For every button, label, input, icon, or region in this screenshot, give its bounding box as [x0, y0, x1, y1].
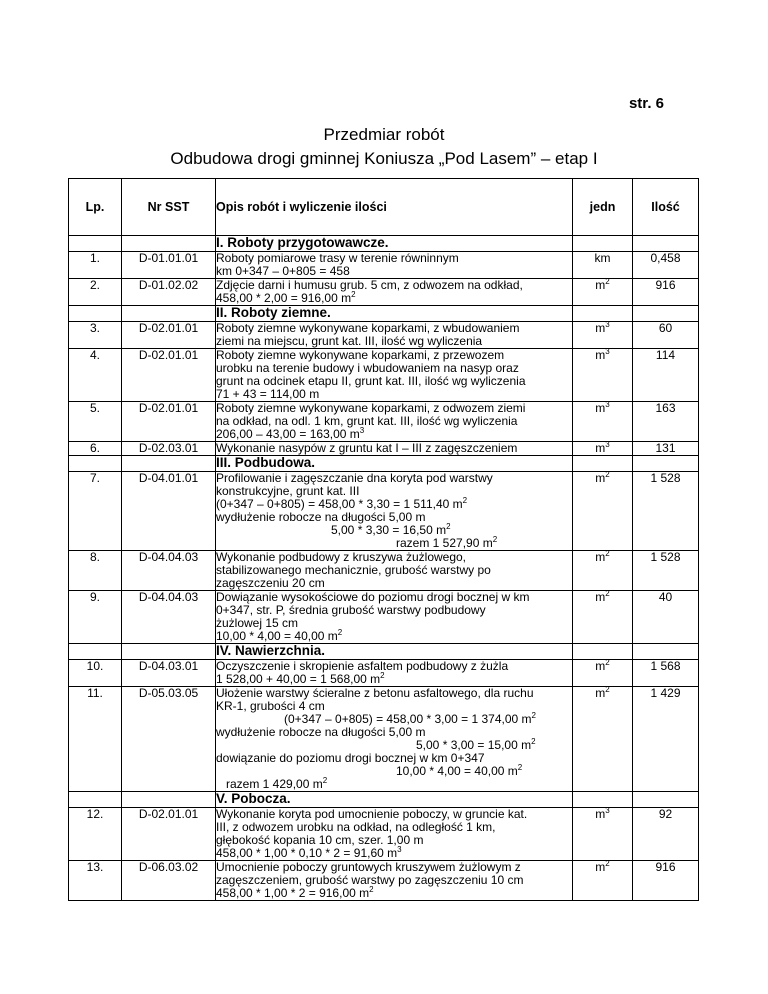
empty-cell: [633, 644, 699, 660]
description-text: 5,00 * 3,00 = 15,00 m: [416, 738, 532, 752]
description-text: Roboty ziemne wykonywane koparkami, z odwozem ziemi: [216, 401, 526, 415]
unit-exponent: 3: [605, 320, 610, 329]
description-text: 10,00 * 4,00 = 40,00 m: [396, 764, 518, 778]
quantity: 0,458: [633, 252, 699, 279]
description-line: [216, 847, 572, 860]
sst-code: D-06.03.02: [122, 861, 216, 901]
unit-cell: [573, 660, 633, 687]
quantity: 1 568: [633, 660, 699, 687]
description-text: ziemi na miejscu, grunt kat. III, ilość wg wyliczenia: [216, 334, 483, 348]
unit-exponent: 2: [351, 290, 356, 299]
empty-cell: [573, 792, 633, 808]
item-description: [216, 279, 573, 306]
description-text: Roboty ziemne wykonywane koparkami, z przewozem: [216, 348, 505, 362]
description-text: zagęszczeniu 20 cm: [216, 576, 325, 590]
bill-of-quantities-table: [68, 178, 699, 901]
description-text: 10,00 * 4,00 = 40,00 m: [216, 629, 338, 643]
description-text: żużlowej 15 cm: [216, 616, 299, 630]
unit-exponent: 2: [605, 277, 610, 286]
header-row: [69, 179, 699, 236]
description-text: Zdjęcie darni i humusu grub. 5 cm, z odwozem na odkład,: [216, 278, 523, 292]
sst-code: D-04.04.03: [122, 551, 216, 591]
description-line: [216, 388, 572, 401]
description-text: (0+347 – 0+805) = 458,00 * 3,00 = 1 374,00 m: [284, 712, 532, 726]
description-text: konstrukcyjne, grunt kat. III: [216, 484, 360, 498]
item-description: [216, 472, 573, 551]
description-line: [216, 537, 572, 550]
description-line: [216, 335, 572, 348]
unit-exponent: 2: [369, 885, 374, 894]
description-text: Oczyszczenie i skropienie asfaltem podbudowy z żużla: [216, 659, 509, 673]
empty-cell: [69, 456, 122, 472]
empty-cell: [69, 644, 122, 660]
description-text: Wykonanie nasypów z gruntu kat I – III z zagęszczeniem: [216, 441, 518, 455]
description-line: [216, 265, 572, 278]
unit-exponent: 2: [322, 776, 328, 785]
description-text: Wykonanie koryta pod umocnienie poboczy, w gruncie kat.: [216, 807, 528, 821]
quantity: 916: [633, 861, 699, 901]
description-text: III, z odwozem urobku na odkład, na odległość 1 km,: [216, 820, 496, 834]
item-description: [216, 808, 573, 861]
item-description: [216, 402, 573, 442]
unit-exponent: 2: [337, 628, 343, 637]
item-number: 9.: [69, 591, 122, 644]
description-text: urobku na terenie budowy i wbudowaniem na nasyp oraz: [216, 361, 519, 375]
unit-exponent: 2: [605, 859, 610, 868]
empty-cell: [122, 644, 216, 660]
description-line: [216, 630, 572, 643]
item-number: 11.: [69, 687, 122, 792]
description-text: Roboty ziemne wykonywane koparkami, z wbudowaniem: [216, 321, 520, 335]
quantity: 1 429: [633, 687, 699, 792]
section-row: [69, 792, 699, 808]
item-description: [216, 591, 573, 644]
description-line: [216, 887, 572, 900]
quantity: 40: [633, 591, 699, 644]
table-body: [69, 236, 699, 901]
empty-cell: [122, 236, 216, 252]
unit-exponent: 3: [359, 426, 365, 435]
item-description: [216, 861, 573, 901]
description-text: zagęszczeniem, grubość warstwy po zagęszczeniu 10 cm: [216, 873, 524, 887]
empty-cell: [633, 306, 699, 322]
unit-exponent: 2: [446, 522, 451, 531]
unit: m: [595, 441, 606, 455]
table-row: [69, 660, 699, 687]
quantity: 60: [633, 322, 699, 349]
unit-cell: [573, 591, 633, 644]
unit-cell: [573, 551, 633, 591]
section-title: III. Podbudowa.: [216, 456, 573, 472]
unit-cell: [573, 687, 633, 792]
sst-code: D-04.04.03: [122, 591, 216, 644]
sst-code: D-02.01.01: [122, 349, 216, 402]
description-text: dowiązanie do poziomu drogi bocznej w km 0+347: [216, 751, 485, 765]
description-text: grunt na odcinek etapu II, grunt kat. III, ilość wg wyliczenia: [216, 374, 526, 388]
item-number: 13.: [69, 861, 122, 901]
table-row: [69, 687, 699, 792]
description-line: [216, 524, 572, 537]
quantity: 1 528: [633, 551, 699, 591]
unit-exponent: 2: [531, 711, 536, 720]
item-description: [216, 551, 573, 591]
empty-cell: [573, 306, 633, 322]
header-lp: Lp.: [69, 179, 122, 236]
section-title: IV. Nawierzchnia.: [216, 644, 573, 660]
empty-cell: [69, 792, 122, 808]
sst-code: D-04.03.01: [122, 660, 216, 687]
unit-cell: [573, 402, 633, 442]
unit-cell: [573, 349, 633, 402]
table-row: [69, 442, 699, 456]
quantity: 92: [633, 808, 699, 861]
description-text: km 0+347 – 0+805 = 458: [216, 264, 350, 278]
description-text: 206,00 – 43,00 = 163,00 m: [216, 427, 360, 441]
table-row: [69, 322, 699, 349]
section-title: II. Roboty ziemne.: [216, 306, 573, 322]
empty-cell: [573, 456, 633, 472]
unit-exponent: 2: [605, 589, 610, 598]
description-text: 458,00 * 2,00 = 916,00 m: [216, 291, 352, 305]
item-description: [216, 687, 573, 792]
description-text: (0+347 – 0+805) = 458,00 * 3,30 = 1 511,40 m: [216, 497, 463, 511]
table-row: [69, 349, 699, 402]
unit-cell: [573, 442, 633, 456]
description-text: 71 + 43 = 114,00 m: [216, 387, 320, 401]
description-text: 5,00 * 3,30 = 16,50 m: [331, 523, 447, 537]
table-row: [69, 591, 699, 644]
item-number: 12.: [69, 808, 122, 861]
unit: m: [595, 348, 606, 362]
description-line: [216, 778, 572, 791]
table-row: [69, 808, 699, 861]
empty-cell: [573, 644, 633, 660]
empty-cell: [122, 306, 216, 322]
table-row: [69, 252, 699, 279]
description-text: wydłużenie robocze na długości 5,00 m: [216, 725, 426, 739]
item-number: 4.: [69, 349, 122, 402]
table-row: [69, 279, 699, 306]
title-line-2: Odbudowa drogi gminnej Koniusza „Pod Lasem” – etap I: [170, 149, 598, 168]
unit: m: [595, 807, 606, 821]
sst-code: D-01.02.02: [122, 279, 216, 306]
unit: m: [595, 659, 606, 673]
quantity: 916: [633, 279, 699, 306]
unit: m: [595, 686, 606, 700]
description-text: 458,00 * 1,00 * 2 = 916,00 m: [216, 886, 370, 900]
description-line: [216, 442, 572, 455]
item-number: 6.: [69, 442, 122, 456]
empty-cell: [69, 306, 122, 322]
description-text: 458,00 * 1,00 * 0,10 * 2 = 91,60 m: [216, 846, 398, 860]
header-quantity: Ilość: [633, 179, 699, 236]
description-text: Dowiązanie wysokościowe do poziomu drogi bocznej w km: [216, 590, 530, 604]
quantity: 163: [633, 402, 699, 442]
item-number: 10.: [69, 660, 122, 687]
quantity: 131: [633, 442, 699, 456]
quantity: 114: [633, 349, 699, 402]
item-number: 8.: [69, 551, 122, 591]
section-row: [69, 456, 699, 472]
item-description: [216, 349, 573, 402]
unit-exponent: 2: [531, 737, 536, 746]
unit: m: [595, 860, 606, 874]
section-title: V. Pobocza.: [216, 792, 573, 808]
description-text: Profilowanie i zagęszczanie dna koryta pod warstwy: [216, 471, 493, 485]
sst-code: D-01.01.01: [122, 252, 216, 279]
unit-exponent: 3: [605, 347, 610, 356]
table-row: [69, 861, 699, 901]
item-description: [216, 442, 573, 456]
item-number: 7.: [69, 472, 122, 551]
unit-cell: [573, 322, 633, 349]
sst-code: D-02.01.01: [122, 402, 216, 442]
empty-cell: [633, 792, 699, 808]
table-row: [69, 472, 699, 551]
unit-cell: [573, 472, 633, 551]
section-row: [69, 644, 699, 660]
unit: m: [595, 401, 606, 415]
sst-code: D-05.03.05: [122, 687, 216, 792]
section-row: [69, 306, 699, 322]
description-text: Wykonanie podbudowy z kruszywa żużlowego,: [216, 550, 467, 564]
empty-cell: [633, 236, 699, 252]
description-text: KR-1, grubości 4 cm: [216, 699, 325, 713]
description-line: [216, 428, 572, 441]
unit-exponent: 2: [605, 470, 610, 479]
unit: m: [595, 590, 606, 604]
sst-code: D-02.01.01: [122, 322, 216, 349]
unit-cell: [573, 861, 633, 901]
empty-cell: [122, 456, 216, 472]
sst-code: D-04.01.01: [122, 472, 216, 551]
description-text: wydłużenie robocze na długości 5,00 m: [216, 510, 426, 524]
section-title: I. Roboty przygotowawcze.: [216, 236, 573, 252]
unit-cell: [573, 808, 633, 861]
unit: m: [595, 550, 606, 564]
page-number: str. 6: [628, 95, 664, 112]
description-text: głębokość kopania 10 cm, szer. 1,00 m: [216, 833, 424, 847]
item-number: 3.: [69, 322, 122, 349]
unit: m: [595, 321, 606, 335]
item-description: [216, 322, 573, 349]
item-description: [216, 252, 573, 279]
unit: m: [595, 471, 606, 485]
description-text: razem 1 527,90 m: [396, 536, 493, 550]
unit-exponent: 2: [605, 685, 610, 694]
description-text: stabilizowanego mechanicznie, grubość warstwy po: [216, 563, 491, 577]
unit-exponent: 2: [380, 671, 385, 680]
item-number: 1.: [69, 252, 122, 279]
description-text: na odkład, na odl. 1 km, grunt kat. III, ilość wg wyliczenia: [216, 414, 518, 428]
unit-exponent: 3: [605, 440, 610, 449]
unit-exponent: 3: [397, 845, 402, 854]
item-number: 5.: [69, 402, 122, 442]
sst-code: D-02.01.01: [122, 808, 216, 861]
empty-cell: [573, 236, 633, 252]
unit-exponent: 2: [605, 658, 610, 667]
description-line: [216, 292, 572, 305]
description-line: [216, 577, 572, 590]
quantity: 1 528: [633, 472, 699, 551]
description-text: Umocnienie poboczy gruntowych kruszywem żużlowym z: [216, 860, 521, 874]
unit-exponent: 2: [517, 763, 523, 772]
unit-exponent: 2: [605, 549, 610, 558]
empty-cell: [69, 236, 122, 252]
unit-exponent: 3: [605, 400, 610, 409]
document-title: [0, 123, 768, 171]
header-nr-sst: Nr SST: [122, 179, 216, 236]
unit: km: [594, 251, 611, 265]
title-line-1: Przedmiar robót: [323, 125, 445, 144]
unit-cell: [573, 252, 633, 279]
unit-exponent: 2: [492, 535, 498, 544]
empty-cell: [633, 456, 699, 472]
section-row: [69, 236, 699, 252]
unit-cell: [573, 279, 633, 306]
description-text: 0+347, str. P, średnia grubość warstwy podbudowy: [216, 603, 486, 617]
description-text: Ułożenie warstwy ścieralne z betonu asfaltowego, dla ruchu: [216, 686, 534, 700]
item-description: [216, 660, 573, 687]
item-number: 2.: [69, 279, 122, 306]
table-row: [69, 402, 699, 442]
unit-exponent: 3: [605, 806, 610, 815]
header-description: Opis robót i wyliczenie ilości: [216, 179, 573, 236]
header-unit: jedn: [573, 179, 633, 236]
unit-exponent: 2: [462, 496, 468, 505]
unit: m: [595, 278, 606, 292]
empty-cell: [122, 792, 216, 808]
sst-code: D-02.03.01: [122, 442, 216, 456]
table-row: [69, 551, 699, 591]
description-line: [216, 673, 572, 686]
description-text: 1 528,00 + 40,00 = 1 568,00 m: [216, 672, 381, 686]
description-text: razem 1 429,00 m: [226, 777, 323, 791]
description-text: Roboty pomiarowe trasy w terenie równinnym: [216, 251, 459, 265]
